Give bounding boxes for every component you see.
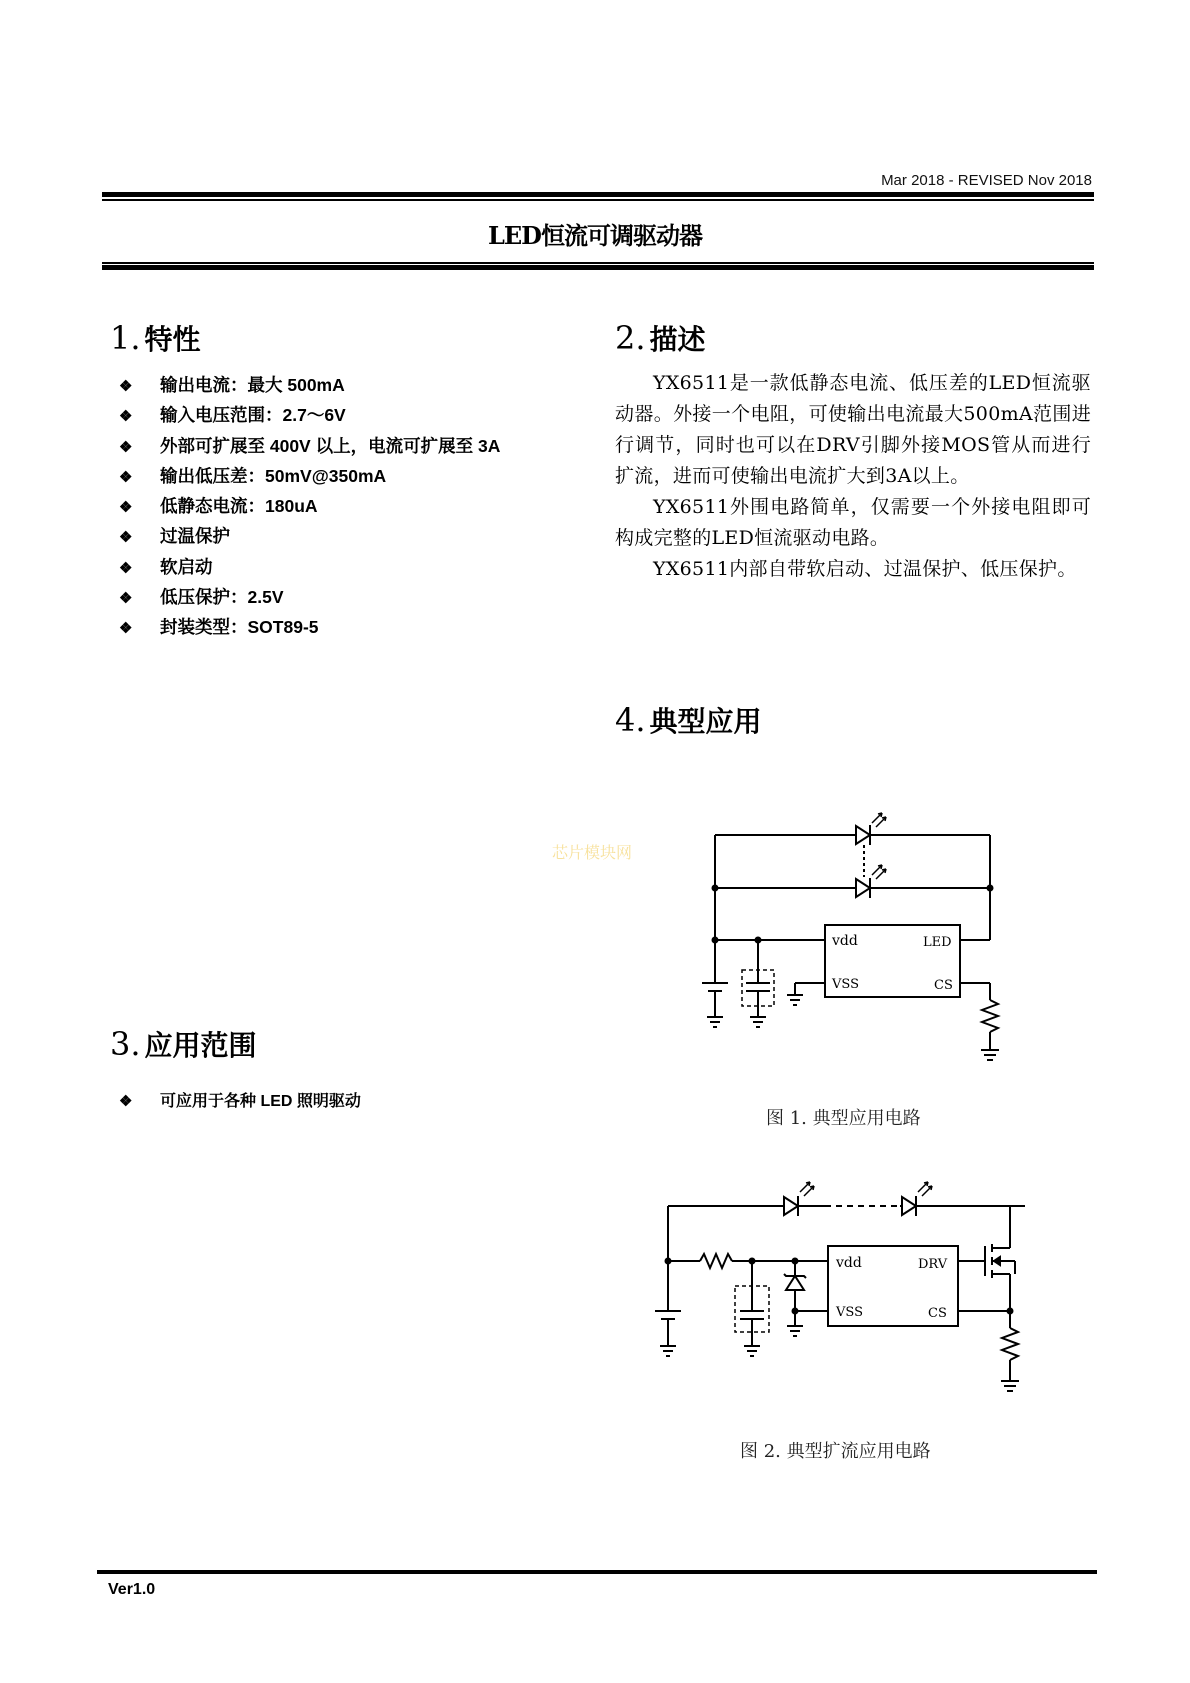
- pin-vdd-label: vdd: [832, 933, 858, 949]
- pin-cs-label: CS: [934, 978, 953, 993]
- description-body: [615, 368, 1091, 585]
- revision-date: Mar 2018 - REVISED Nov 2018: [881, 172, 1092, 189]
- typical-app-number: 4.: [615, 701, 646, 739]
- list-item: ❖ 低静态电流：180uA: [110, 491, 500, 521]
- pin-drv-label: DRV: [918, 1257, 948, 1272]
- list-item: ❖ 输出电流：最大 500mA: [110, 370, 500, 400]
- figure-2-caption: 图 2. 典型扩流应用电路: [740, 1441, 931, 1462]
- version-label: Ver1.0: [108, 1581, 156, 1598]
- description-title: 描述: [649, 323, 706, 356]
- description-paragraph: YX6511外围电路简单，仅需要一个外接电阻即可构成完整的LED恒流驱动电路。: [615, 496, 1091, 549]
- bullet-icon: ❖: [119, 468, 133, 486]
- bullet-icon: ❖: [119, 438, 133, 456]
- list-item: ❖ 低压保护：2.5V: [110, 582, 500, 612]
- applications-list: [110, 1087, 361, 1117]
- bullet-icon: ❖: [119, 1093, 133, 1110]
- footer-rule: [97, 1570, 1097, 1574]
- description-heading: [615, 318, 706, 358]
- features-list: [110, 370, 500, 643]
- description-paragraph: YX6511内部自带软启动、过温保护、低压保护。: [653, 558, 1077, 580]
- list-item: ❖ 外部可扩展至 400V 以上，电流可扩展至 3A: [110, 431, 500, 461]
- bullet-icon: ❖: [119, 590, 133, 608]
- header-rule-thick: [102, 192, 1094, 197]
- header-rule-thin: [102, 199, 1094, 201]
- typical-app-heading: [615, 700, 762, 740]
- features-number: 1.: [110, 319, 141, 357]
- bullet-icon: ❖: [119, 559, 133, 577]
- pin-vss-label: VSS: [836, 1305, 863, 1320]
- watermark: 芯片模块网: [552, 843, 633, 862]
- list-item: ❖ 输出低压差：50mV@350mA: [110, 461, 500, 491]
- expanded-current-circuit: [655, 1168, 1055, 1408]
- applications-number: 3.: [110, 1025, 141, 1063]
- title-rule-thick: [102, 265, 1094, 270]
- description-number: 2.: [615, 319, 646, 357]
- bullet-icon: ❖: [119, 499, 133, 517]
- pin-vss-label: VSS: [832, 977, 859, 992]
- typical-app-title: 典型应用: [649, 705, 762, 738]
- bullet-icon: ❖: [119, 408, 133, 426]
- title-rule-thin: [102, 262, 1094, 264]
- pin-led-label: LED: [923, 935, 952, 950]
- bullet-icon: ❖: [119, 529, 133, 547]
- document-title: LED恒流可调驱动器: [488, 221, 702, 250]
- features-heading: [110, 318, 201, 358]
- pin-vdd-label: vdd: [836, 1255, 862, 1271]
- description-paragraph: YX6511是一款低静态电流、低压差的LED恒流驱动器。外接一个电阻，可使输出电流最大500mA范围进行调节，同时也可以在DRV引脚外接MOS管从而进行扩流，进而可使输出电流扩大到3A以上。: [615, 372, 1091, 487]
- list-item: ❖ 过温保护: [110, 521, 500, 551]
- list-item: ❖ 软启动: [110, 552, 500, 582]
- bullet-icon: ❖: [119, 620, 133, 638]
- bullet-icon: ❖: [119, 378, 133, 395]
- applications-title: 应用范围: [144, 1029, 257, 1062]
- applications-heading: [110, 1024, 257, 1064]
- list-item: ❖ 封装类型：SOT89-5: [110, 612, 500, 642]
- typical-application-circuit: [690, 805, 1020, 1070]
- list-item: ❖ 输入电压范围：2.7～6V: [110, 400, 500, 430]
- list-item: ❖ 可应用于各种 LED 照明驱动: [110, 1087, 361, 1117]
- features-title: 特性: [144, 323, 201, 356]
- figure-1-caption: 图 1. 典型应用电路: [766, 1108, 921, 1129]
- pin-cs-label: CS: [928, 1306, 947, 1321]
